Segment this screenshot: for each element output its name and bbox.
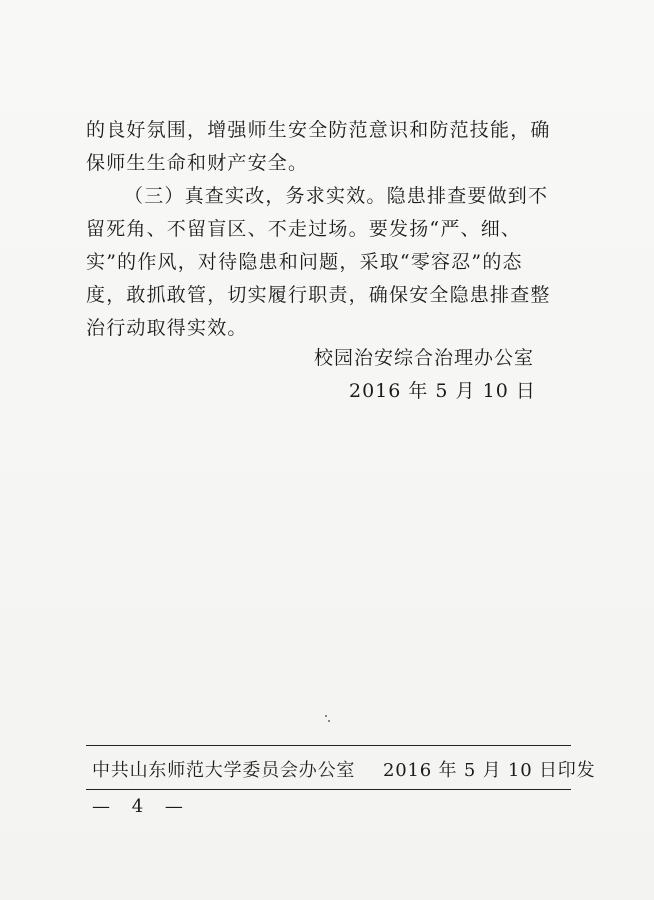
- footer-organization: 中共山东师范大学委员会办公室: [92, 760, 356, 781]
- document-body: [86, 114, 556, 345]
- footer-print-date: 2016 年 5 月 10 日印发: [383, 760, 596, 781]
- scan-dot: [328, 720, 330, 722]
- scan-dot: [325, 715, 327, 717]
- signature-date: 2016 年 5 月 10 日: [349, 380, 536, 402]
- paragraph-2: （三）真查实改，务求实效。隐患排查要做到不留死角、不留盲区、不走过场。要发扬“严、细、实”的作风，对待隐患和问题，采取“零容忍”的态度，敢抓敢管，切实履行职责，确保安全隐患排查整治行动取得实效。: [86, 185, 551, 339]
- page-number: — 4 —: [92, 796, 191, 817]
- paragraph-1: 的良好氛围，增强师生安全防范意识和防范技能，确保师生生命和财产安全。: [86, 119, 551, 174]
- footer-bottom-rule: [86, 789, 571, 790]
- footer-top-rule: [86, 745, 571, 746]
- signature-organization: 校园治安综合治理办公室: [314, 347, 535, 369]
